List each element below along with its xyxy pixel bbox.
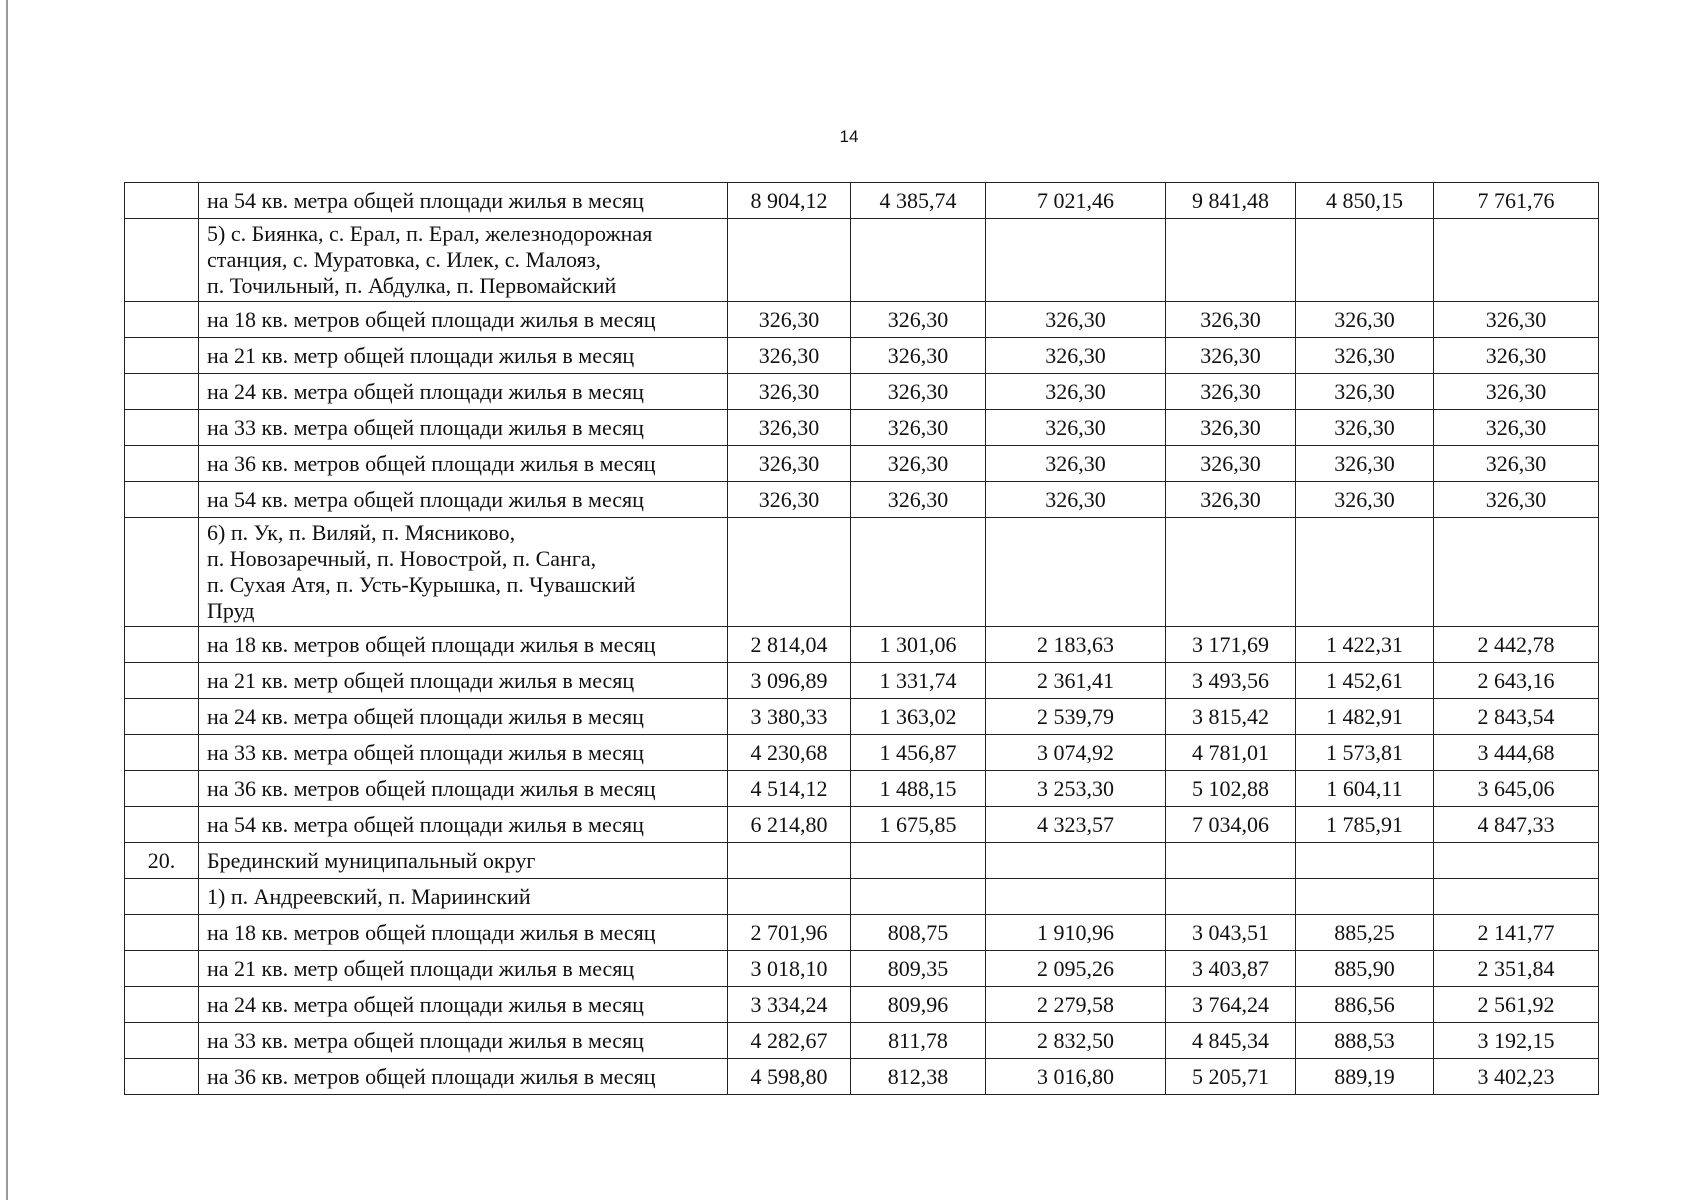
- value-cell: 4 598,80: [728, 1059, 851, 1095]
- value-cell: 2 832,50: [986, 1023, 1166, 1059]
- value-cell: [1296, 219, 1434, 302]
- value-cell: 3 192,15: [1434, 1023, 1599, 1059]
- row-number-cell: [125, 879, 199, 915]
- value-cell: 885,90: [1296, 951, 1434, 987]
- row-number-cell: [125, 1059, 199, 1095]
- value-cell: 3 096,89: [728, 663, 851, 699]
- value-cell: 326,30: [1434, 446, 1599, 482]
- value-cell: 326,30: [1296, 338, 1434, 374]
- value-cell: 326,30: [1296, 410, 1434, 446]
- value-cell: 2 095,26: [986, 951, 1166, 987]
- value-cell: 3 334,24: [728, 987, 851, 1023]
- value-cell: 326,30: [1434, 482, 1599, 518]
- value-cell: 2 843,54: [1434, 699, 1599, 735]
- value-cell: [1434, 879, 1599, 915]
- value-cell: 2 279,58: [986, 987, 1166, 1023]
- row-description-cell: на 21 кв. метр общей площади жилья в месяц: [199, 338, 728, 374]
- tariff-table: [124, 182, 1599, 1095]
- value-cell: 326,30: [851, 446, 986, 482]
- value-cell: [728, 518, 851, 627]
- table-row: [125, 879, 1599, 915]
- value-cell: 1 456,87: [851, 735, 986, 771]
- value-cell: [728, 879, 851, 915]
- value-cell: 326,30: [1166, 374, 1296, 410]
- value-cell: 4 323,57: [986, 807, 1166, 843]
- row-description-cell: на 54 кв. метра общей площади жилья в месяц: [199, 482, 728, 518]
- value-cell: 3 402,23: [1434, 1059, 1599, 1095]
- value-cell: [1166, 518, 1296, 627]
- value-cell: 3 444,68: [1434, 735, 1599, 771]
- value-cell: 326,30: [851, 338, 986, 374]
- table-row: [125, 627, 1599, 663]
- row-description-cell: 5) с. Биянка, с. Ерал, п. Ерал, железнодорожная станция, с. Муратовка, с. Илек, с. Малояз, п. Точильный, п. Абдулка, п. Первомайский: [199, 219, 728, 302]
- value-cell: 885,25: [1296, 915, 1434, 951]
- table-row: [125, 446, 1599, 482]
- row-number-cell: [125, 518, 199, 627]
- table-row: [125, 302, 1599, 338]
- row-description-cell: 6) п. Ук, п. Виляй, п. Мясниково, п. Новозаречный, п. Новострой, п. Санга, п. Сухая Атя, п. Усть-Курышка, п. Чувашский Пруд: [199, 518, 728, 627]
- row-description-cell: на 18 кв. метров общей площади жилья в месяц: [199, 627, 728, 663]
- value-cell: 326,30: [986, 338, 1166, 374]
- row-description-cell: на 54 кв. метра общей площади жилья в месяц: [199, 807, 728, 843]
- row-number-cell: [125, 987, 199, 1023]
- value-cell: [728, 843, 851, 879]
- row-number-cell: [125, 410, 199, 446]
- row-description-cell: на 18 кв. метров общей площади жилья в месяц: [199, 302, 728, 338]
- value-cell: 326,30: [986, 374, 1166, 410]
- row-number-cell: [125, 219, 199, 302]
- value-cell: [851, 219, 986, 302]
- value-cell: 4 385,74: [851, 183, 986, 219]
- value-cell: 326,30: [1434, 338, 1599, 374]
- value-cell: 2 351,84: [1434, 951, 1599, 987]
- value-cell: 9 841,48: [1166, 183, 1296, 219]
- value-cell: 2 643,16: [1434, 663, 1599, 699]
- value-cell: 326,30: [728, 446, 851, 482]
- row-number-cell: [125, 338, 199, 374]
- value-cell: 3 253,30: [986, 771, 1166, 807]
- value-cell: 326,30: [1166, 302, 1296, 338]
- value-cell: 4 282,67: [728, 1023, 851, 1059]
- value-cell: 2 361,41: [986, 663, 1166, 699]
- row-description-cell: на 36 кв. метров общей площади жилья в месяц: [199, 771, 728, 807]
- row-description-cell: на 33 кв. метра общей площади жилья в месяц: [199, 1023, 728, 1059]
- table-row: [125, 338, 1599, 374]
- value-cell: 8 904,12: [728, 183, 851, 219]
- row-description-cell: на 24 кв. метра общей площади жилья в месяц: [199, 374, 728, 410]
- value-cell: 2 183,63: [986, 627, 1166, 663]
- value-cell: 326,30: [728, 410, 851, 446]
- value-cell: 3 815,42: [1166, 699, 1296, 735]
- row-number-cell: [125, 807, 199, 843]
- value-cell: 1 422,31: [1296, 627, 1434, 663]
- value-cell: 1 488,15: [851, 771, 986, 807]
- value-cell: 3 403,87: [1166, 951, 1296, 987]
- table-row: [125, 735, 1599, 771]
- value-cell: [1296, 518, 1434, 627]
- value-cell: 1 910,96: [986, 915, 1166, 951]
- row-description-cell: на 21 кв. метр общей площади жилья в месяц: [199, 951, 728, 987]
- table-row: [125, 183, 1599, 219]
- table-row: [125, 482, 1599, 518]
- row-description-cell: на 33 кв. метра общей площади жилья в месяц: [199, 735, 728, 771]
- row-number-cell: [125, 627, 199, 663]
- table-row: [125, 518, 1599, 627]
- value-cell: 1 785,91: [1296, 807, 1434, 843]
- value-cell: 3 016,80: [986, 1059, 1166, 1095]
- value-cell: [1296, 843, 1434, 879]
- value-cell: 889,19: [1296, 1059, 1434, 1095]
- row-number-cell: [125, 302, 199, 338]
- row-description-cell: на 24 кв. метра общей площади жилья в месяц: [199, 987, 728, 1023]
- value-cell: [1434, 518, 1599, 627]
- value-cell: 326,30: [986, 482, 1166, 518]
- value-cell: [1434, 843, 1599, 879]
- value-cell: 4 514,12: [728, 771, 851, 807]
- row-number-cell: [125, 482, 199, 518]
- row-description-cell: на 36 кв. метров общей площади жилья в месяц: [199, 1059, 728, 1095]
- value-cell: 809,96: [851, 987, 986, 1023]
- value-cell: 3 171,69: [1166, 627, 1296, 663]
- value-cell: 3 493,56: [1166, 663, 1296, 699]
- value-cell: [986, 219, 1166, 302]
- value-cell: 326,30: [1166, 446, 1296, 482]
- table-row: [125, 1023, 1599, 1059]
- value-cell: [851, 879, 986, 915]
- value-cell: 3 764,24: [1166, 987, 1296, 1023]
- row-description-cell: на 54 кв. метра общей площади жилья в месяц: [199, 183, 728, 219]
- value-cell: 7 021,46: [986, 183, 1166, 219]
- value-cell: [1296, 879, 1434, 915]
- value-cell: 1 604,11: [1296, 771, 1434, 807]
- value-cell: 7 761,76: [1434, 183, 1599, 219]
- value-cell: 4 230,68: [728, 735, 851, 771]
- row-number-cell: [125, 951, 199, 987]
- value-cell: 5 205,71: [1166, 1059, 1296, 1095]
- value-cell: 4 781,01: [1166, 735, 1296, 771]
- value-cell: [986, 843, 1166, 879]
- row-number-cell: [125, 663, 199, 699]
- table-row: [125, 771, 1599, 807]
- row-number-cell: [125, 699, 199, 735]
- value-cell: 2 561,92: [1434, 987, 1599, 1023]
- row-description-cell: на 21 кв. метр общей площади жилья в месяц: [199, 663, 728, 699]
- value-cell: 326,30: [851, 482, 986, 518]
- value-cell: 326,30: [1166, 338, 1296, 374]
- scan-left-edge: [6, 0, 8, 1200]
- value-cell: 326,30: [986, 302, 1166, 338]
- value-cell: 2 141,77: [1434, 915, 1599, 951]
- value-cell: [851, 518, 986, 627]
- value-cell: 326,30: [728, 302, 851, 338]
- value-cell: 326,30: [851, 374, 986, 410]
- value-cell: 7 034,06: [1166, 807, 1296, 843]
- row-description-cell: Брединский муниципальный округ: [199, 843, 728, 879]
- value-cell: 3 043,51: [1166, 915, 1296, 951]
- row-description-cell: 1) п. Андреевский, п. Мариинский: [199, 879, 728, 915]
- value-cell: 886,56: [1296, 987, 1434, 1023]
- row-number-cell: [125, 735, 199, 771]
- value-cell: [1166, 843, 1296, 879]
- value-cell: 5 102,88: [1166, 771, 1296, 807]
- value-cell: [728, 219, 851, 302]
- value-cell: 3 074,92: [986, 735, 1166, 771]
- row-number-cell: 20.: [125, 843, 199, 879]
- value-cell: 326,30: [1296, 302, 1434, 338]
- value-cell: 326,30: [851, 302, 986, 338]
- value-cell: 326,30: [1296, 446, 1434, 482]
- value-cell: [1434, 219, 1599, 302]
- value-cell: 1 675,85: [851, 807, 986, 843]
- value-cell: 326,30: [986, 410, 1166, 446]
- table-row: [125, 699, 1599, 735]
- value-cell: 4 845,34: [1166, 1023, 1296, 1059]
- value-cell: 2 814,04: [728, 627, 851, 663]
- value-cell: 1 363,02: [851, 699, 986, 735]
- row-number-cell: [125, 915, 199, 951]
- value-cell: 326,30: [728, 374, 851, 410]
- table-row: [125, 663, 1599, 699]
- row-description-cell: на 18 кв. метров общей площади жилья в месяц: [199, 915, 728, 951]
- value-cell: 4 850,15: [1296, 183, 1434, 219]
- value-cell: 326,30: [1166, 482, 1296, 518]
- value-cell: [851, 843, 986, 879]
- table-row: [125, 374, 1599, 410]
- row-number-cell: [125, 446, 199, 482]
- value-cell: 3 380,33: [728, 699, 851, 735]
- row-description-cell: на 24 кв. метра общей площади жилья в месяц: [199, 699, 728, 735]
- row-number-cell: [125, 374, 199, 410]
- table-row: [125, 915, 1599, 951]
- value-cell: [986, 518, 1166, 627]
- value-cell: 326,30: [1434, 410, 1599, 446]
- value-cell: 326,30: [728, 482, 851, 518]
- value-cell: 6 214,80: [728, 807, 851, 843]
- value-cell: 809,35: [851, 951, 986, 987]
- value-cell: [986, 879, 1166, 915]
- value-cell: 326,30: [1296, 374, 1434, 410]
- value-cell: 1 331,74: [851, 663, 986, 699]
- value-cell: 1 482,91: [1296, 699, 1434, 735]
- value-cell: 326,30: [1166, 410, 1296, 446]
- value-cell: 888,53: [1296, 1023, 1434, 1059]
- row-description-cell: на 36 кв. метров общей площади жилья в месяц: [199, 446, 728, 482]
- value-cell: [1166, 219, 1296, 302]
- row-number-cell: [125, 1023, 199, 1059]
- value-cell: 3 645,06: [1434, 771, 1599, 807]
- value-cell: 3 018,10: [728, 951, 851, 987]
- value-cell: 808,75: [851, 915, 986, 951]
- value-cell: 2 701,96: [728, 915, 851, 951]
- page-number: 14: [839, 127, 859, 146]
- value-cell: 326,30: [1434, 374, 1599, 410]
- value-cell: 811,78: [851, 1023, 986, 1059]
- value-cell: 326,30: [986, 446, 1166, 482]
- value-cell: 812,38: [851, 1059, 986, 1095]
- row-number-cell: [125, 771, 199, 807]
- table-row: [125, 951, 1599, 987]
- value-cell: 326,30: [1296, 482, 1434, 518]
- value-cell: 1 573,81: [1296, 735, 1434, 771]
- value-cell: 326,30: [1434, 302, 1599, 338]
- row-number-cell: [125, 183, 199, 219]
- row-description-cell: на 33 кв. метра общей площади жилья в месяц: [199, 410, 728, 446]
- value-cell: [1166, 879, 1296, 915]
- table-row: [125, 843, 1599, 879]
- value-cell: 2 442,78: [1434, 627, 1599, 663]
- value-cell: 4 847,33: [1434, 807, 1599, 843]
- table-row: [125, 1059, 1599, 1095]
- tariff-table-body: [125, 183, 1599, 1095]
- table-row: [125, 219, 1599, 302]
- value-cell: 2 539,79: [986, 699, 1166, 735]
- table-row: [125, 987, 1599, 1023]
- value-cell: 326,30: [851, 410, 986, 446]
- value-cell: 326,30: [728, 338, 851, 374]
- table-row: [125, 410, 1599, 446]
- value-cell: 1 301,06: [851, 627, 986, 663]
- value-cell: 1 452,61: [1296, 663, 1434, 699]
- table-row: [125, 807, 1599, 843]
